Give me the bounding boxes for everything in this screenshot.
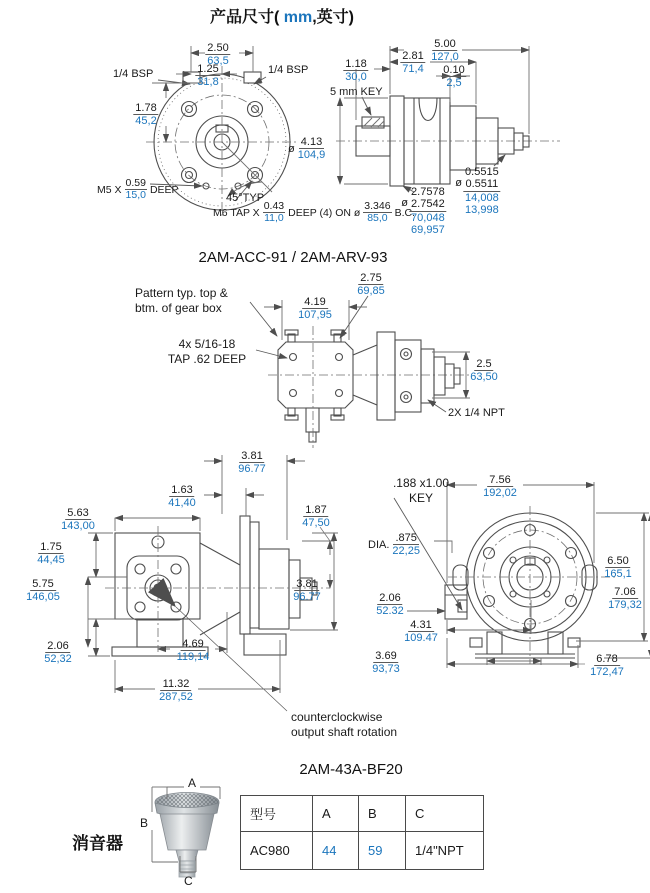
dim-ll-foot: [42, 640, 74, 666]
cell-model: AC980: [241, 832, 313, 870]
rotation-note-line1: counterclockwise: [291, 710, 383, 724]
dim-ll-plate-width: [59, 507, 97, 533]
inch-value: 1.63: [171, 484, 193, 496]
dim-ll-top2: [166, 484, 198, 510]
dia-prefix: DIA.: [368, 538, 390, 551]
inch-value: .875: [395, 532, 417, 544]
mm-value: 63,50: [470, 371, 498, 384]
inch-value: 2.75: [360, 272, 382, 284]
m5-tap-note: [97, 178, 179, 202]
shaft-diameter-stack: [463, 166, 501, 216]
inch-value: 5.00: [434, 38, 456, 50]
inch-value: 0.59: [125, 177, 146, 189]
dim-ll-top: [236, 450, 268, 476]
table-header-row: [241, 796, 484, 832]
shaft-dia-fraction: [390, 532, 422, 558]
m6-tap-note: [213, 201, 415, 225]
mm-value: 22,25: [392, 545, 420, 558]
mm-value: 192,02: [483, 487, 517, 500]
rotation-note-line2: output shaft rotation: [291, 724, 398, 739]
cell-a: 44: [313, 832, 359, 870]
m6-depth-fraction: [263, 201, 285, 225]
inch-value-min: 0.5511: [465, 178, 499, 191]
mm-value: 63,5: [207, 55, 229, 68]
pattern-note-line1: Pattern typ. top &: [135, 286, 228, 300]
pattern-note: [135, 286, 228, 315]
mm-value: 15,0: [125, 189, 146, 202]
inch-value: 0.43: [263, 200, 285, 212]
dim-front-height: [133, 102, 158, 128]
mm-value: 179,32: [608, 599, 642, 612]
inch-value: 2.50: [207, 42, 229, 54]
inch-value: 6.78: [596, 653, 618, 665]
key-note-line1: .188 x1.00: [392, 476, 450, 490]
inch-value: 1.87: [305, 504, 327, 516]
dim-side-step: [441, 64, 466, 90]
muffler-dim-a-label: A: [188, 776, 197, 790]
mm-value: 44,45: [37, 554, 65, 567]
mm-value: 93,73: [372, 663, 400, 676]
tap-note-line1: 4x 5/16-18: [178, 337, 236, 351]
inch-value: 2.81: [402, 50, 424, 62]
dim-lr-plate: [374, 592, 406, 618]
diameter-symbol: ø: [401, 197, 409, 209]
inch-value: 2.5: [476, 358, 492, 370]
mm-value: 30,0: [345, 71, 367, 84]
dim-ll-right-top: [300, 504, 332, 530]
mm-value: 52.32: [376, 605, 404, 618]
m5-depth-fraction: [125, 178, 147, 202]
dim-side-length: [429, 38, 461, 64]
dim-side-body: [400, 50, 425, 76]
mm-value: 71,4: [402, 63, 424, 76]
mm-value: 47,50: [302, 517, 330, 530]
dim-ll-right: [291, 578, 323, 604]
inch-value: 11.32: [162, 678, 190, 690]
inch-value: 5.75: [32, 578, 54, 590]
dim-body-diameter: [288, 136, 327, 162]
mm-value: 287,52: [159, 691, 193, 704]
gearbox-model-title: 2AM-ACC-91 / 2AM-ARV-93: [198, 249, 388, 266]
muffler-dim-b-label: B: [140, 816, 149, 830]
inch-value: 0.10: [443, 64, 465, 76]
dim-lr-c: [588, 653, 626, 679]
mm-value: 104,9: [297, 149, 326, 162]
port-label-left: 1/4 BSP: [113, 68, 154, 80]
mm-value: 172,47: [590, 666, 624, 679]
inch-value: 4.19: [304, 296, 326, 308]
dim-lr-width: [481, 474, 519, 500]
m5-suffix: DEEP: [149, 183, 179, 196]
mm-value: 96.77: [293, 591, 321, 604]
cell-c: 1/4"NPT: [406, 832, 484, 870]
dim-ll-upper: [35, 541, 67, 567]
mm-value: 45,2: [135, 115, 157, 128]
inch-value: 2.06: [379, 592, 401, 604]
dim-ll-shaft-offset: [175, 638, 212, 664]
pattern-note-line2: btm. of gear box: [135, 300, 222, 315]
body-diameter-fraction: [296, 136, 328, 162]
dim-ll-lower: [24, 578, 62, 604]
mm-value-min: 69,957: [411, 223, 445, 236]
dim-front-half-width: [195, 63, 220, 89]
header-c: C: [406, 796, 484, 832]
dim-gearbox-width: [296, 296, 334, 322]
tap-note: [158, 337, 256, 366]
dim-gearbox-bolt: [355, 272, 387, 298]
inch-value: 4.69: [182, 638, 204, 650]
m6-mid: DEEP (4) ON ø: [288, 206, 361, 219]
mm-value: 11,0: [264, 212, 284, 225]
inch-value: 3.81: [241, 450, 263, 462]
inch-value: 3.81: [296, 578, 318, 590]
key-note-line2: KEY: [408, 490, 433, 505]
npt-ports-note: 2X 1/4 NPT: [448, 407, 505, 419]
mm-value: 52,32: [44, 653, 72, 666]
rotation-note: [291, 710, 397, 739]
mm-value-max: 70,048: [411, 211, 445, 224]
tap-note-line2: TAP .62 DEEP: [167, 351, 247, 366]
page-title-prefix: 产品尺寸(: [209, 9, 284, 26]
mm-value: 41,40: [168, 497, 196, 510]
mm-value: 165,1: [604, 568, 632, 581]
header-model: 型号: [241, 796, 313, 832]
page-title-suffix: ,英寸): [312, 9, 355, 26]
inch-value: 1.75: [40, 541, 62, 553]
port-label-right: 1/4 BSP: [268, 64, 309, 76]
mm-value: 69,85: [357, 285, 385, 298]
dim-port-spacing: [468, 358, 500, 384]
dim-lr-b: [370, 650, 402, 676]
mm-value: 107,95: [298, 309, 332, 322]
m6-prefix: M6 TAP X: [213, 206, 260, 219]
dim-lr-total-height: [606, 586, 644, 612]
m6-suffix: B.C.: [394, 206, 415, 219]
page-title-unit-mm: mm: [283, 9, 313, 26]
m5-prefix: M5 X: [97, 183, 122, 196]
inch-value: 1.25: [197, 63, 219, 75]
dim-side-key-position: [343, 58, 368, 84]
inch-value: 7.06: [614, 586, 636, 598]
inch-value: 4.13: [300, 136, 323, 148]
key-dimension-note: [382, 476, 460, 505]
dim-pilot-diameter: [401, 186, 446, 236]
mm-value: 96.77: [238, 463, 266, 476]
mm-value: 31,8: [197, 76, 219, 89]
dim-ll-total-length: [157, 678, 195, 704]
muffler-spec-table: [240, 795, 484, 870]
page-title: [210, 4, 354, 27]
inch-value: 5.63: [67, 507, 89, 519]
inch-value-max: 2.7578: [411, 186, 445, 198]
mm-value-min: 13,998: [465, 203, 499, 216]
mm-value: 109.47: [404, 632, 438, 645]
dim-lr-height: [602, 555, 634, 581]
muffler-label: 消音器: [72, 834, 123, 853]
muffler-photo: [152, 787, 220, 877]
diameter-symbol: ø: [455, 177, 463, 189]
inch-value: 2.06: [47, 640, 69, 652]
angle-typ-note: 45°TYP: [226, 192, 265, 204]
mm-value: 146,05: [26, 591, 60, 604]
mm-value: 119,14: [176, 651, 210, 664]
mm-value: 85,0: [367, 212, 388, 225]
table-row: [241, 832, 484, 870]
mm-value: 143,00: [61, 520, 95, 533]
key-size-note: 5 mm KEY: [330, 86, 383, 98]
dim-shaft-diameter: [455, 166, 500, 216]
diameter-symbol: ø: [288, 142, 295, 155]
inch-value-max: 0.5515: [465, 166, 499, 178]
dim-shaft-dia-callout: [368, 532, 422, 558]
mm-value: 127,0: [431, 51, 459, 64]
header-a: A: [313, 796, 359, 832]
inch-value: 1.78: [135, 102, 157, 114]
inch-value: 3.69: [375, 650, 397, 662]
m6-bolt-circle-fraction: [363, 201, 391, 225]
inch-value: 4.31: [410, 619, 432, 631]
inch-value: 6.50: [607, 555, 629, 567]
dim-lr-a: [402, 619, 440, 645]
mm-value-max: 14,008: [465, 191, 499, 204]
gearmotor-model-title: 2AM-43A-BF20: [299, 761, 403, 778]
mm-value: 2,5: [446, 77, 462, 90]
muffler-dim-c-label: C: [184, 874, 193, 888]
inch-value: 7.56: [489, 474, 511, 486]
inch-value: 1.18: [345, 58, 367, 70]
gearbox-assembly-drawing: [250, 296, 470, 448]
inch-value-min: 2.7542: [411, 198, 445, 211]
cell-b: 59: [359, 832, 406, 870]
pilot-diameter-stack: [409, 186, 447, 236]
inch-value: 3.346: [364, 200, 391, 212]
header-b: B: [359, 796, 406, 832]
